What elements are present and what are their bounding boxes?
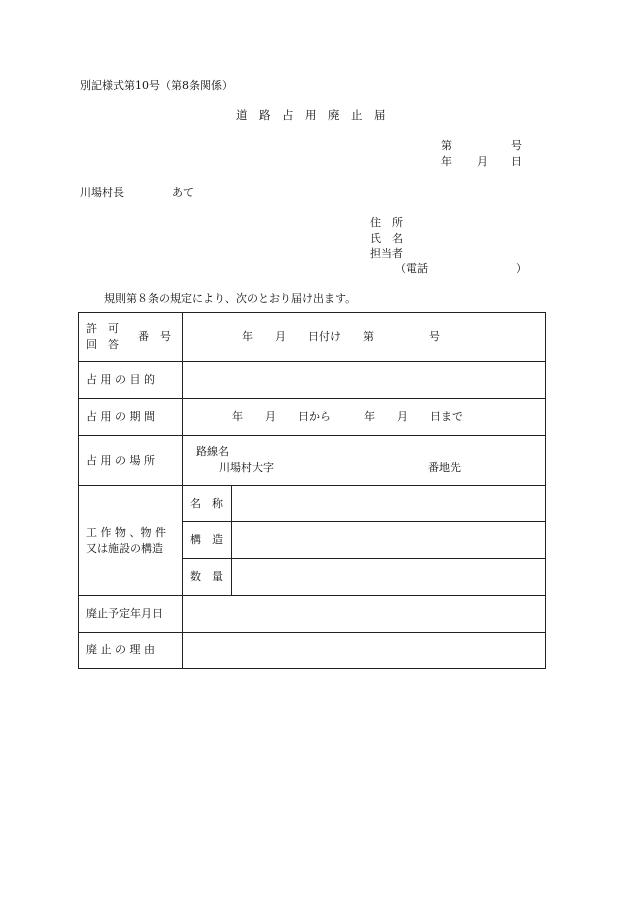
place-label: 占 用 の 場 所 xyxy=(86,454,155,467)
form-label: 別記様式第10号（第8条関係） xyxy=(80,79,233,92)
purpose-label: 占 用 の 目 的 xyxy=(86,373,155,386)
doc-number-go: 号 xyxy=(511,139,522,152)
period-label: 占 用 の 期 間 xyxy=(86,410,155,423)
phone-label: （電話 ） xyxy=(395,262,527,275)
number-label: 番 号 xyxy=(138,330,171,343)
addressee-suffix: あて xyxy=(172,186,194,199)
name-label: 氏 名 xyxy=(370,232,403,245)
lot-label: 番地先 xyxy=(428,461,461,474)
addressee-name: 川場村長 xyxy=(80,186,124,199)
permit-label: 許 可 xyxy=(86,322,119,335)
reason-label: 廃 止 の 理 由 xyxy=(86,643,155,656)
sub-label-structure: 構 造 xyxy=(190,533,223,546)
doc-number-dai: 第 xyxy=(441,139,452,152)
sub-label-quantity: 数 量 xyxy=(190,570,223,583)
structure-label-line1: 工 作 物 、物 件 xyxy=(86,526,166,539)
intro-text: 規則第８条の規定により、次のとおり届け出ます。 xyxy=(104,292,357,305)
date-day: 日 xyxy=(511,155,522,168)
village-label: 川場村大字 xyxy=(219,461,274,474)
permit-number-value: 年 月 日付け 第 号 xyxy=(242,330,440,343)
document-title: 道 路 占 用 廃 止 届 xyxy=(236,108,386,122)
contact-label: 担当者 xyxy=(370,247,403,260)
route-name-label: 路線名 xyxy=(196,445,229,458)
date-month: 月 xyxy=(477,155,488,168)
abolish-date-label: 廃止予定年月日 xyxy=(86,607,163,620)
date-year: 年 xyxy=(441,155,452,168)
sub-label-name: 名 称 xyxy=(190,497,223,510)
period-value: 年 月 日から 年 月 日まで xyxy=(232,410,463,423)
reply-label: 回 答 xyxy=(86,338,119,351)
address-label: 住 所 xyxy=(370,216,403,229)
structure-label-line2: 又は施設の構造 xyxy=(86,542,163,555)
